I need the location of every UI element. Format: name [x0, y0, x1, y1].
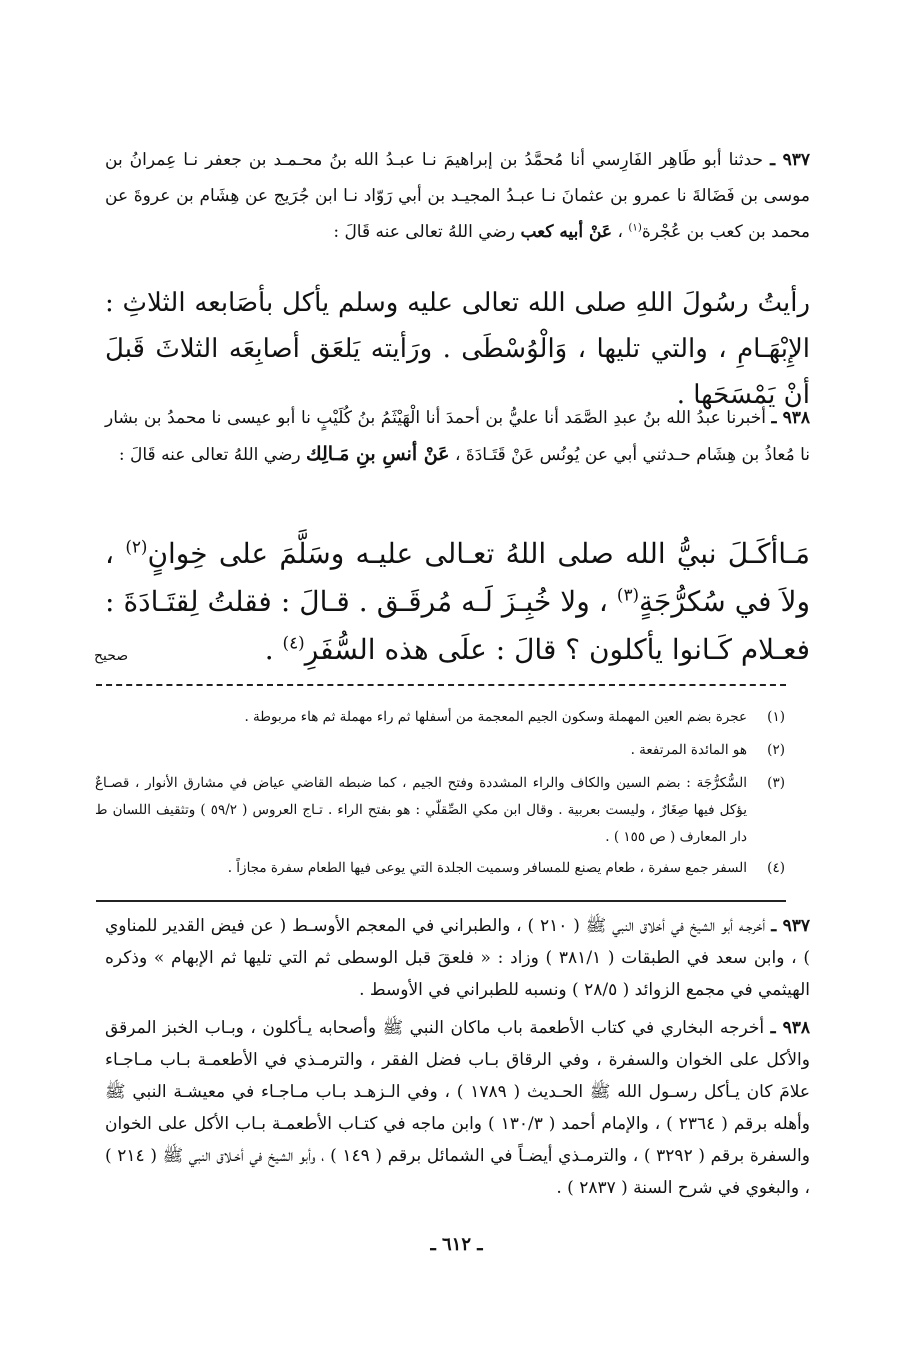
footnote-ref: (١) [628, 222, 642, 234]
footnote-text: السفر جمع سفرة ، طعام يصنع للمسافر وسميت الجلدة التي يوعى فيها الطعام سفرة مجازاً . [227, 860, 747, 876]
hadith-937-matn [105, 280, 810, 418]
companion-name: عَنْ أنسِ بنِ مَـالِك [306, 443, 450, 465]
dashed-divider [96, 684, 786, 686]
footnote-mark: (٣) [767, 775, 785, 791]
takhrij-938 [105, 1012, 810, 1204]
matn-end: . [264, 633, 274, 666]
hadith-number: ٩٣٨ ـ [771, 408, 811, 428]
isnad-text: حدثنا أبو طَاهِر الفَارِسي أنا مُحمَّدُ بن إبراهيمَ نـا عبـدُ الله بنُ محـمـد بن جعفر نـا عِمرانُ بن موسى بن فَضَالةَ نا عمرو بن عثمانَ نـا عبـدُ المجيـد بن أبي رَوّاد نـا ابن جُرَيج عن هِشَام بن عروةَ عن محمد بن كعب بن عُجْرة [105, 150, 810, 242]
matn-text: مَـاأكَـلَ نبيُّ الله صلى اللهُ تعـالى عليـه وسَلَّمَ على خِوانٍ [147, 537, 810, 570]
matn-text: ، ولاَ في سُكرُّجَةٍ [105, 537, 810, 618]
isnad-end: رضي اللهُ تعالى عنه قَالَ : [118, 445, 301, 465]
hadith-938-isnad [105, 400, 810, 473]
isnad-text: أخبرنا عبدُ الله بنُ عبدِ الصَّمَد أنا عليُّ بن أحمدَ أنا الْهَيْثَمُ بنُ كُلَيْبٍ نا أبو عيسى نا محمدُ بن بشار نا مُعاذُ بن هِشَام حـدثني أبي عن يُونُس عَنْ قَتَـادَةَ ، [105, 408, 810, 465]
footnotes [95, 704, 785, 882]
footnote-text: عجرة بضم العين المهملة وسكون الجيم المعجمة من أسفلها ثم راء مهملة ثم هاء مربوطة . [244, 709, 747, 725]
companion-name: عَنْ أبيه كعب [520, 222, 613, 242]
takhrij-text: أخرجـه أبو الشيخ في أخلاق النبي ﷺ ( ٢١٠ ) ، والطبراني في المعجم الأوسـط ( عن فيض القدير للمناوي ) ، وابن سعد في الطبقات ( ٣٨١/١ ) وزاد : « فلعقَ قبل الوسطى ثم التي تليها ثم الإبهام » وذكره الهيثمي في مجمع الزوائد ( ٢٨/٥ ) ونسبه للطبراني في الأوسط . [105, 916, 811, 1000]
solid-divider [96, 900, 786, 902]
hadith-938-matn [105, 530, 810, 674]
grade-label: صحيح [94, 648, 129, 664]
footnote-ref: (٢) [125, 536, 148, 557]
footnote-mark: (٤) [767, 860, 785, 876]
takhrij-number: ٩٣٨ ـ [770, 1018, 811, 1038]
footnote-mark: (٢) [767, 742, 785, 758]
matn-text: ، ولا خُبِـزَ لَـه مُرقَـق . قـالَ : فقلتُ لِقتَـادَةَ : فعـلام كَـانوا يأكلون ؟ قالَ : علَى هذه السُّفَرِ [105, 585, 810, 666]
footnote-text: هو المائدة المرتفعة . [630, 742, 747, 758]
hadith-937-isnad [105, 142, 810, 250]
footnote-ref: (٤) [282, 632, 305, 653]
takhrij-number: ٩٣٧ ـ [771, 916, 810, 936]
footnote-item [95, 737, 785, 764]
footnote-mark: (١) [767, 709, 785, 725]
isnad-end: رضي اللهُ تعالى عنه قَالَ : [333, 222, 516, 242]
hadith-number: ٩٣٧ ـ [770, 150, 810, 170]
footnote-item [95, 770, 785, 851]
comma: ، [617, 222, 623, 242]
matn-text: رأيتُ رسُولَ اللهِ صلى الله تعالى عليه وسلم يأكل بأصَابعه الثلاثِ : الإِبْهَـامِ ، والتي تليها ، وَالْوُسْطَى . ورَأيته يَلعَق أصابِعَه الثلاثَ قَبلَ أنْ يَمْسَحَها . [105, 288, 810, 410]
takhrij-text: أخرجه البخاري في كتاب الأطعمة باب ماكان النبي ﷺ وأصحابه يـأكلون ، وبـاب الخبز المرقق والأكل على الخوان والسفرة ، وفي الرقاق بـاب فضل الفقر ، والترمـذي في الأطعمـة بـاب مـاجـاء علامَ كان يـأكل رسـول الله ﷺ الحـديث ( ١٧٨٩ ) ، وفي الـزهـد بـاب مـاجـاء في معيشـة النبي ﷺ وأهله برقم ( ٢٣٦٤ ) ، والإمام أحمد ( ١٣٠/٣ ) وابن ماجه في كتـاب الأطعمـة بـاب الأكل على الخوان والسفرة برقم ( ٣٢٩٢ ) ، والترمـذي أيضـاً في الشمائل برقم ( ١٤٩ ) ، وأبو الشيخ في أخـلاق النبي ﷺ ( ٢١٤ ) ، والبغوي في شرح السنة ( ٢٨٣٧ ) . [105, 1018, 811, 1198]
footnote-ref: (٣) [616, 584, 640, 605]
footnote-item [95, 855, 785, 882]
takhrij-937 [105, 910, 810, 1006]
footnote-text: السُّكرُّجَة : بضم السين والكاف والراء المشددة وفتح الجيم ، كما ضبطه القاضي عياض في مشارق الأنوار ، قصـاعٌ يؤكل فيها صِغَارٌ ، وليست بعربية . وقال ابن مكي الصِّقلّي : هو بفتح الراء . تـاج العروس ( ٥٩/٢ ) وتثقيف اللسان ط دار المعارف ( ص ١٥٥ ) . [95, 775, 747, 845]
footnote-item [95, 704, 785, 731]
page-number: ـ ٦١٢ ـ [430, 1234, 483, 1255]
